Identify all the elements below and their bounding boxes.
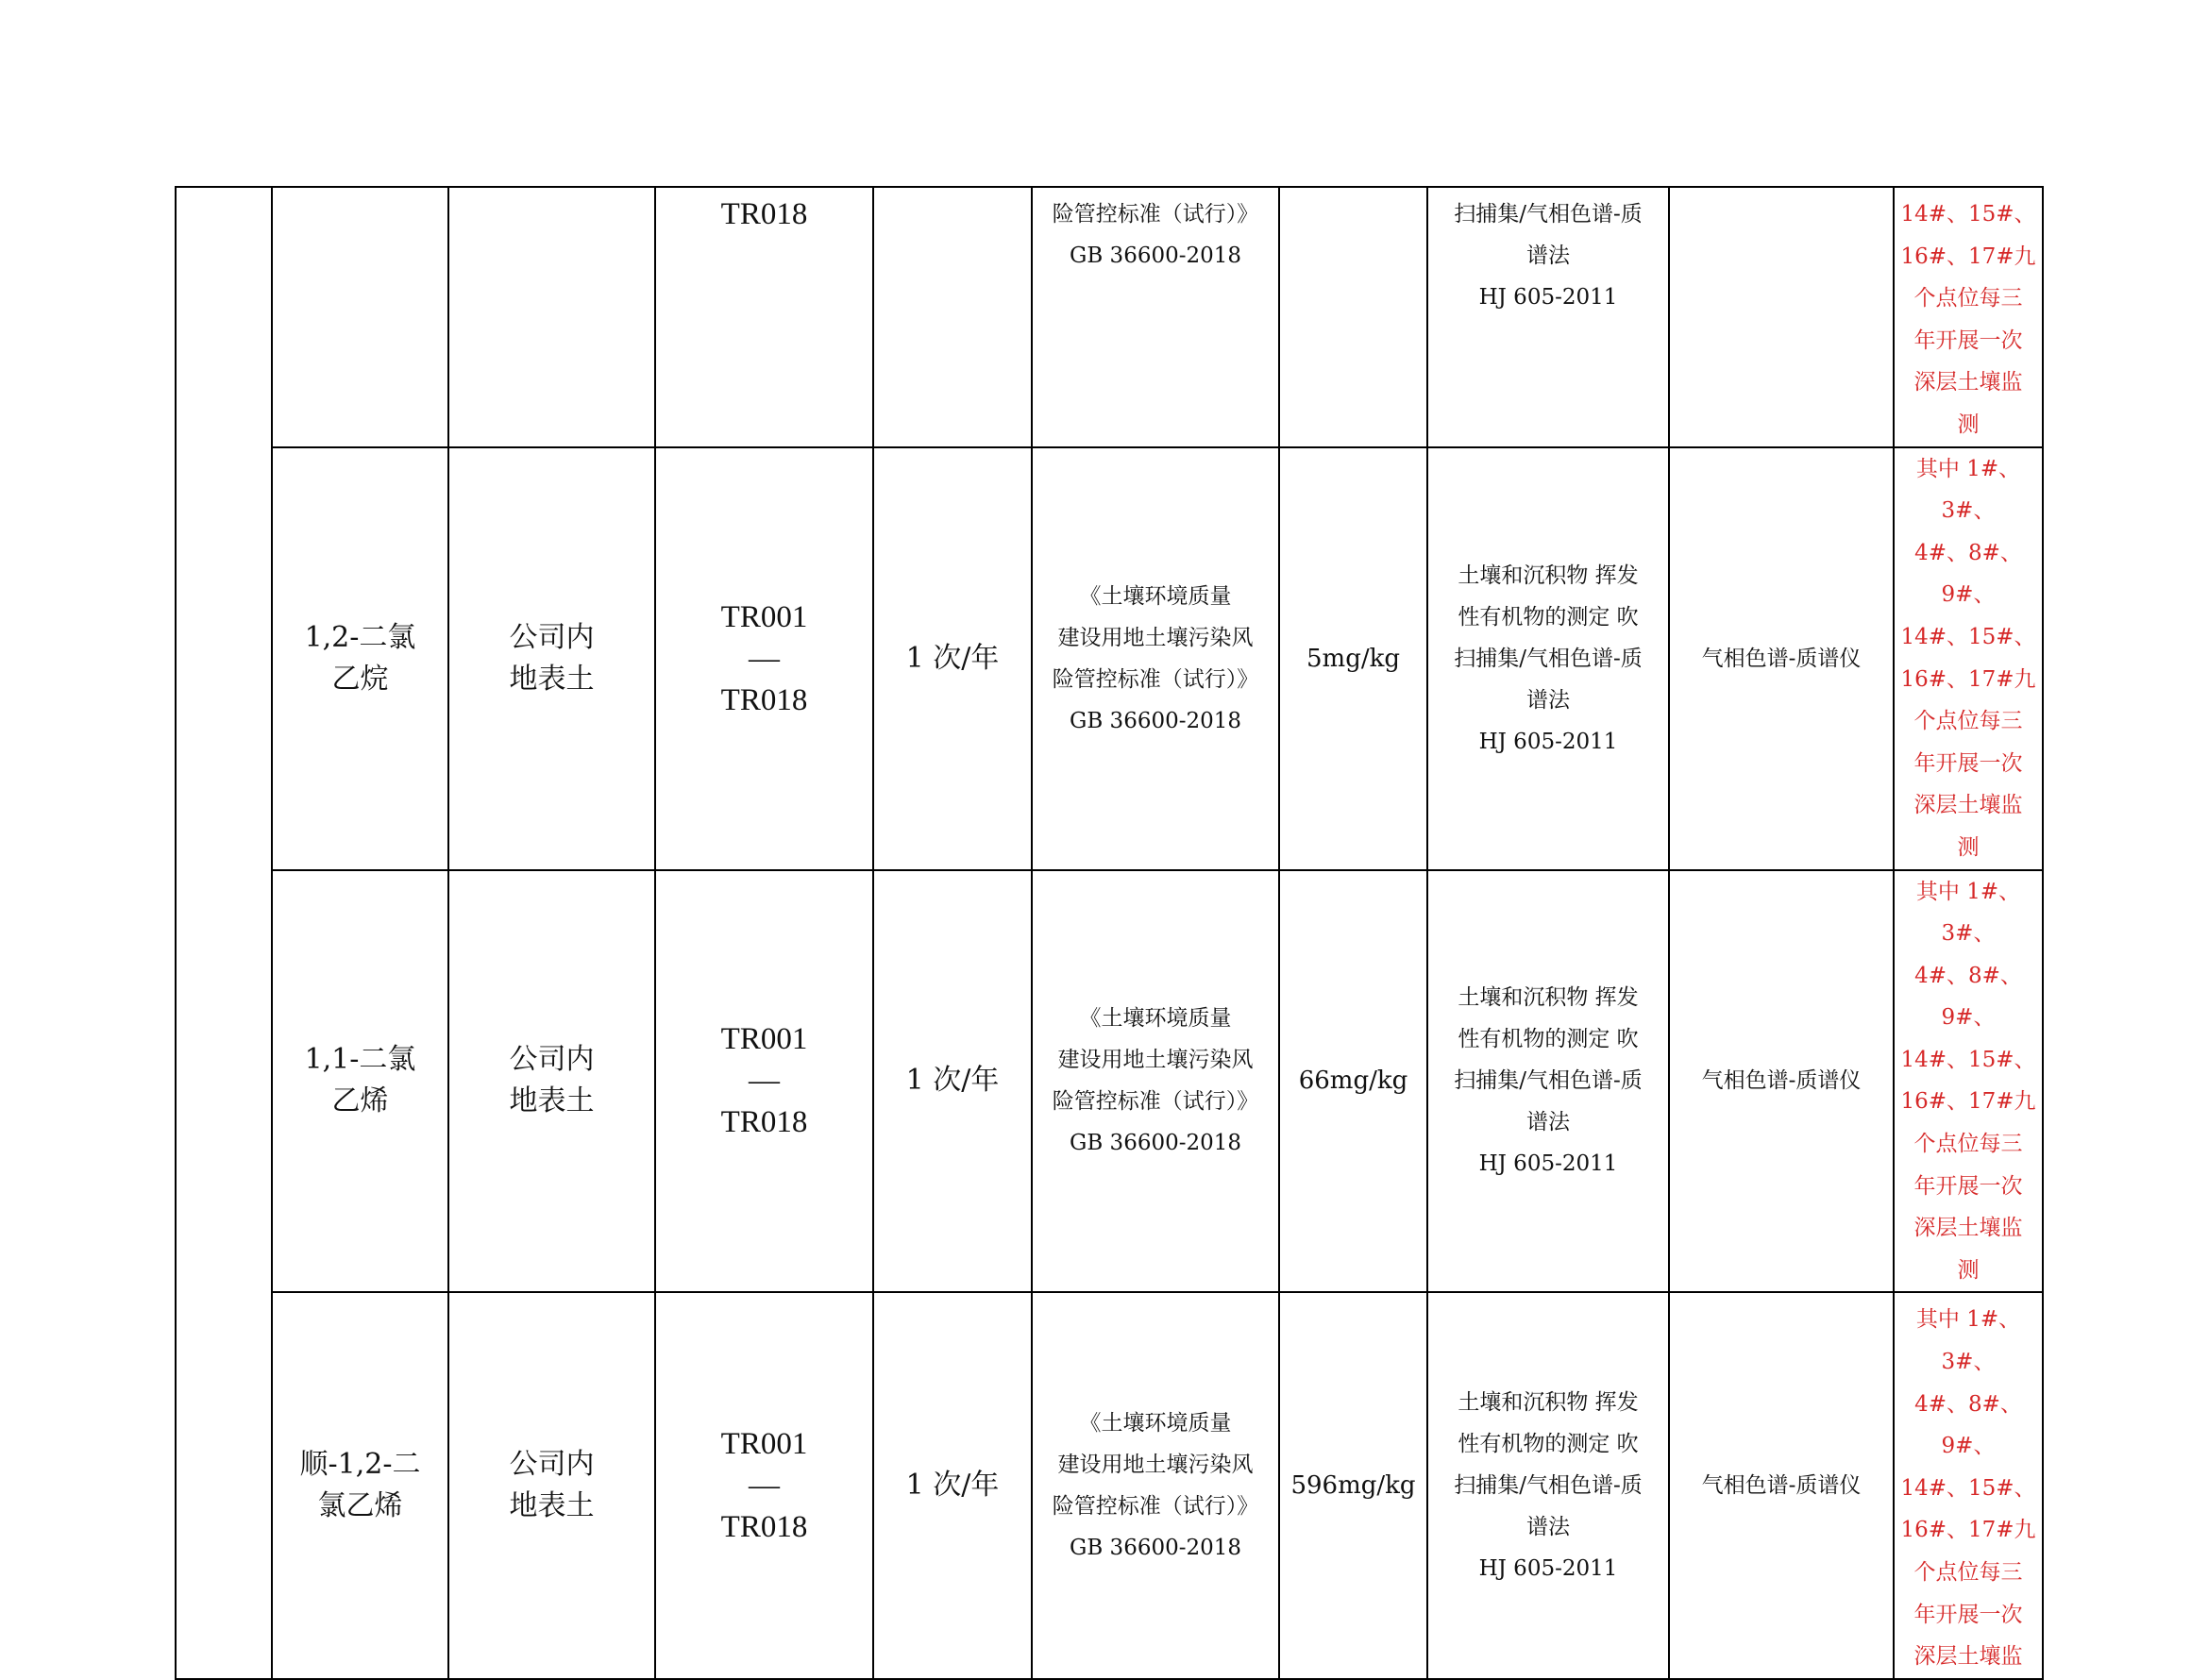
method-cell xyxy=(1427,447,1669,870)
note-line: 4#、8#、9#、 xyxy=(1914,540,2022,608)
method-line: 谱法 xyxy=(1526,244,1570,268)
point-text: TR018 xyxy=(720,197,808,231)
location-line: 地表土 xyxy=(509,1489,595,1523)
note-cell xyxy=(1894,187,2043,447)
method-line: HJ 605-2011 xyxy=(1478,729,1618,754)
note-line: 其中 1#、3#、 xyxy=(1915,879,2021,947)
item-cell xyxy=(272,447,448,870)
item-line: 顺-1,2-二 xyxy=(299,1448,421,1482)
item-line: 1,2-二氯 xyxy=(304,620,416,654)
item-line: 氯乙烯 xyxy=(317,1489,403,1523)
point-line: TR018 xyxy=(720,1510,808,1545)
frequency-cell xyxy=(873,447,1032,870)
limit-text: 5mg/kg xyxy=(1306,644,1400,673)
note-line: 测 xyxy=(1957,412,1980,437)
monitoring-table xyxy=(175,186,2044,1680)
point-line: — xyxy=(749,641,780,676)
note-line: 16#、17#九 xyxy=(1900,1089,2036,1115)
instrument-cell xyxy=(1669,447,1894,870)
limit-cell xyxy=(1279,187,1427,447)
item-line: 乙烷 xyxy=(331,662,389,696)
point-line: — xyxy=(749,1064,780,1099)
point-line: TR018 xyxy=(720,1105,808,1140)
item-cell xyxy=(272,870,448,1293)
frequency-text: 1 次/年 xyxy=(905,1469,1000,1503)
note-line: 4#、8#、9#、 xyxy=(1914,963,2022,1031)
instrument-text: 气相色谱-质谱仪 xyxy=(1701,646,1862,671)
standard-cell xyxy=(1032,870,1279,1293)
point-cell xyxy=(655,1292,873,1678)
method-line: 谱法 xyxy=(1526,1515,1570,1540)
item-line: 乙烯 xyxy=(331,1084,389,1118)
limit-cell xyxy=(1279,1292,1427,1678)
method-line: 土壤和沉积物 挥发 xyxy=(1458,1390,1639,1416)
standard-line: 《土壤环境质量 xyxy=(1079,583,1232,609)
category-cell xyxy=(176,187,272,1679)
location-cell xyxy=(448,187,655,447)
note-line: 年开展一次 xyxy=(1913,1602,2023,1627)
note-line: 个点位每三 xyxy=(1913,709,2023,734)
standard-line: 险管控标准（试行）》 xyxy=(1052,666,1259,692)
point-line: TR001 xyxy=(720,599,808,634)
method-line: 土壤和沉积物 挥发 xyxy=(1458,563,1639,588)
limit-text: 596mg/kg xyxy=(1290,1471,1416,1501)
note-line: 年开展一次 xyxy=(1913,1173,2023,1199)
item-cell xyxy=(272,1292,448,1678)
method-line: HJ 605-2011 xyxy=(1478,285,1618,310)
instrument-cell xyxy=(1669,187,1894,447)
frequency-text: 1 次/年 xyxy=(905,641,1000,675)
limit-cell xyxy=(1279,870,1427,1293)
method-line: 性有机物的测定 吹 xyxy=(1458,1027,1639,1052)
location-line: 地表土 xyxy=(509,662,595,696)
method-line: 性有机物的测定 吹 xyxy=(1458,604,1639,630)
frequency-cell xyxy=(873,1292,1032,1678)
standard-line: 险管控标准（试行）》 xyxy=(1052,202,1259,227)
method-line: HJ 605-2011 xyxy=(1478,1556,1618,1582)
method-cell xyxy=(1427,870,1669,1293)
location-cell xyxy=(448,870,655,1293)
method-line: 扫捕集/气相色谱-质 xyxy=(1454,1068,1643,1094)
instrument-text: 气相色谱-质谱仪 xyxy=(1701,1068,1862,1094)
note-line: 深层土壤监 xyxy=(1913,1644,2023,1670)
location-line: 公司内 xyxy=(509,620,595,654)
location-line: 公司内 xyxy=(509,1448,595,1482)
frequency-cell xyxy=(873,870,1032,1293)
note-line: 4#、8#、9#、 xyxy=(1914,1391,2022,1459)
note-line: 深层土壤监 xyxy=(1913,1216,2023,1241)
standard-line: 《土壤环境质量 xyxy=(1079,1411,1232,1436)
standard-line: 险管控标准（试行）》 xyxy=(1052,1089,1259,1115)
note-line: 年开展一次 xyxy=(1913,750,2023,776)
note-line: 16#、17#九 xyxy=(1900,666,2036,692)
frequency-text: 1 次/年 xyxy=(905,1064,1000,1098)
note-line: 个点位每三 xyxy=(1913,1560,2023,1585)
note-cell xyxy=(1894,447,2043,870)
note-line: 测 xyxy=(1957,1257,1980,1283)
note-line: 个点位每三 xyxy=(1913,1132,2023,1157)
note-line: 14#、15#、 xyxy=(1900,624,2036,649)
point-cell xyxy=(655,447,873,870)
standard-line: 建设用地土壤污染风 xyxy=(1057,1453,1254,1478)
standard-cell xyxy=(1032,187,1279,447)
standard-cell xyxy=(1032,1292,1279,1678)
standard-cell xyxy=(1032,447,1279,870)
limit-cell xyxy=(1279,447,1427,870)
method-line: 谱法 xyxy=(1526,1110,1570,1135)
instrument-cell xyxy=(1669,1292,1894,1678)
frequency-cell xyxy=(873,187,1032,447)
point-cell xyxy=(655,187,873,447)
item-line: 1,1-二氯 xyxy=(304,1043,416,1077)
method-cell xyxy=(1427,1292,1669,1678)
standard-line: 建设用地土壤污染风 xyxy=(1057,625,1254,650)
note-line: 16#、17#九 xyxy=(1900,1518,2036,1543)
note-line: 其中 1#、3#、 xyxy=(1915,456,2021,524)
instrument-cell xyxy=(1669,870,1894,1293)
point-cell xyxy=(655,870,873,1293)
method-line: HJ 605-2011 xyxy=(1478,1151,1618,1177)
note-line: 14#、15#、 xyxy=(1900,202,2036,227)
location-cell xyxy=(448,447,655,870)
note-line: 16#、17#九 xyxy=(1900,244,2036,269)
standard-line: GB 36600-2018 xyxy=(1069,1131,1242,1156)
table-row-continuation xyxy=(176,187,2043,447)
limit-text: 66mg/kg xyxy=(1298,1067,1408,1096)
point-line: TR018 xyxy=(720,682,808,717)
note-line: 深层土壤监 xyxy=(1913,370,2023,395)
point-line: TR001 xyxy=(720,1427,808,1462)
standard-line: 险管控标准（试行）》 xyxy=(1052,1494,1259,1520)
method-cell xyxy=(1427,187,1669,447)
standard-line: 《土壤环境质量 xyxy=(1079,1006,1232,1032)
table-row xyxy=(176,870,2043,1293)
note-line: 深层土壤监 xyxy=(1913,793,2023,818)
standard-line: GB 36600-2018 xyxy=(1069,708,1242,733)
location-cell xyxy=(448,1292,655,1678)
method-line: 土壤和沉积物 挥发 xyxy=(1458,985,1639,1011)
point-line: — xyxy=(749,1469,780,1504)
method-line: 扫捕集/气相色谱-质 xyxy=(1454,646,1643,671)
point-line: TR001 xyxy=(720,1022,808,1057)
location-line: 地表土 xyxy=(509,1084,595,1118)
standard-line: 建设用地土壤污染风 xyxy=(1057,1048,1254,1073)
table-row xyxy=(176,447,2043,870)
note-line: 14#、15#、 xyxy=(1900,1047,2036,1072)
location-line: 公司内 xyxy=(509,1043,595,1077)
note-line: 其中 1#、3#、 xyxy=(1915,1307,2021,1375)
instrument-text: 气相色谱-质谱仪 xyxy=(1701,1473,1862,1499)
method-line: 扫捕集/气相色谱-质 xyxy=(1454,1473,1643,1499)
note-line: 测 xyxy=(1957,834,1980,860)
standard-line: GB 36600-2018 xyxy=(1069,244,1242,268)
note-line: 年开展一次 xyxy=(1913,328,2023,353)
note-line: 个点位每三 xyxy=(1913,286,2023,311)
standard-line: GB 36600-2018 xyxy=(1069,1536,1242,1561)
note-cell xyxy=(1894,870,2043,1293)
method-line: 性有机物的测定 吹 xyxy=(1458,1432,1639,1457)
method-line: 扫捕集/气相色谱-质 xyxy=(1454,202,1643,227)
item-cell xyxy=(272,187,448,447)
method-line: 谱法 xyxy=(1526,687,1570,713)
note-cell xyxy=(1894,1292,2043,1678)
table-row xyxy=(176,1292,2043,1678)
note-line: 14#、15#、 xyxy=(1900,1475,2036,1501)
